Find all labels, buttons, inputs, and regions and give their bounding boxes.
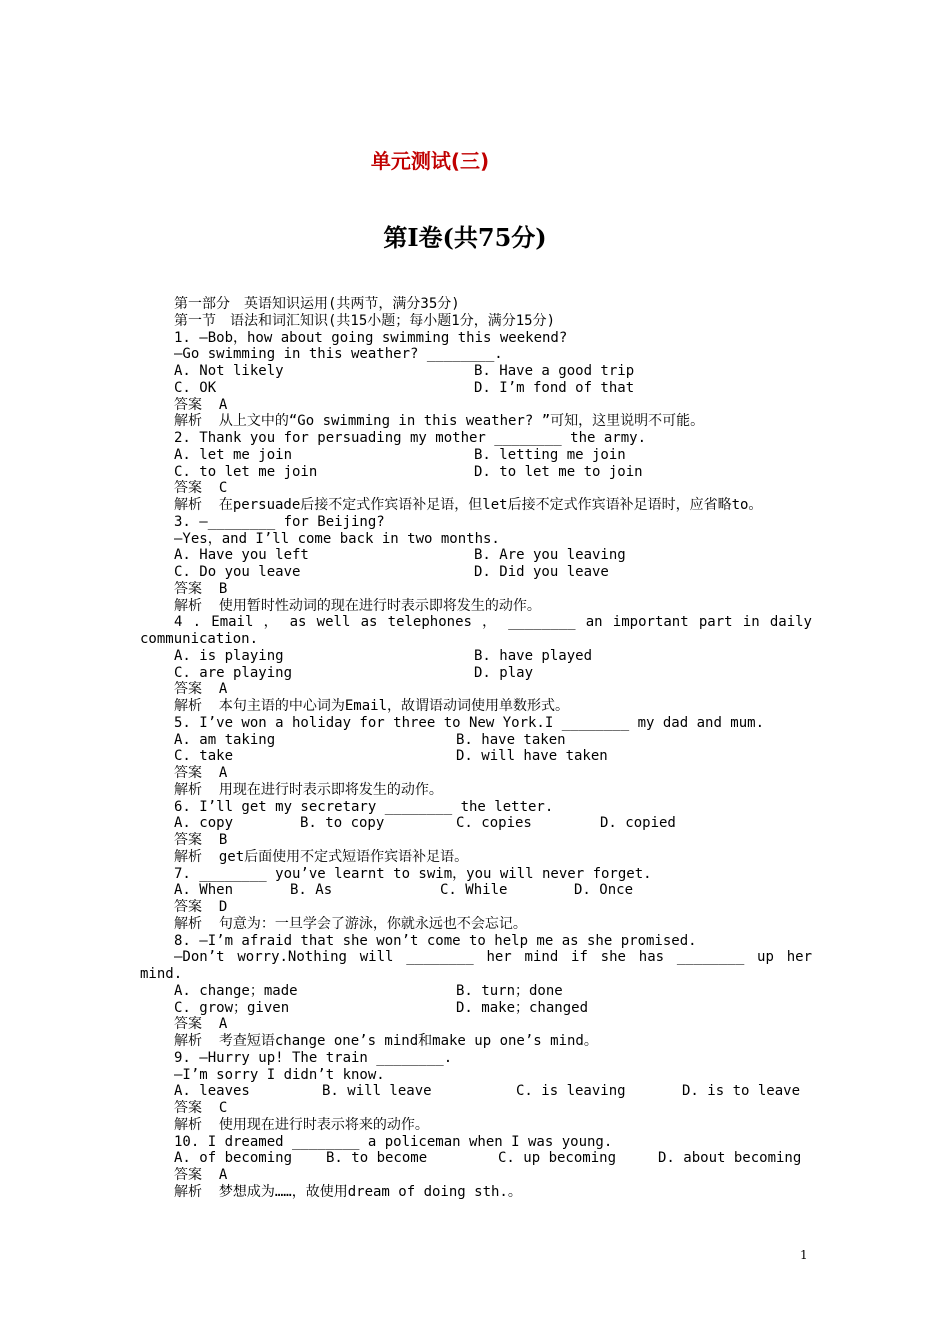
option-row bbox=[140, 1000, 812, 1017]
answer-option[interactable]: B. As bbox=[290, 882, 333, 899]
explanation-line bbox=[140, 849, 812, 866]
answer-option[interactable]: B. will leave bbox=[322, 1083, 432, 1100]
option-row bbox=[140, 380, 812, 397]
question-text: 4 . Email ， as well as telephones ， ________ an important part in daily communication. bbox=[140, 614, 812, 647]
answer-option[interactable]: D. Once bbox=[574, 882, 634, 899]
explanation-label: 解析 bbox=[174, 1033, 202, 1049]
answer-value: A bbox=[218, 681, 228, 698]
answer-option[interactable]: C. are playing bbox=[174, 664, 293, 681]
answer-option[interactable]: B. have taken bbox=[456, 731, 566, 748]
option-row bbox=[140, 1083, 812, 1100]
answer-label: 答案 bbox=[174, 1100, 202, 1116]
explanation-label: 解析 bbox=[174, 848, 202, 865]
explanation-line bbox=[140, 782, 812, 799]
option-row bbox=[140, 648, 812, 665]
answer-line bbox=[140, 681, 812, 698]
option-row bbox=[140, 748, 812, 765]
answer-label: 答案 bbox=[174, 1016, 202, 1033]
explanation-line bbox=[140, 497, 812, 514]
question-text: 1. —Bob，how about going swimming this weekend? bbox=[174, 329, 568, 346]
section-heading: 第一部分 英语知识运用(共两节，满分35分) bbox=[174, 296, 460, 312]
option-row bbox=[140, 363, 812, 380]
question-text: 7. ________ you’ve learnt to swim，you will never forget. bbox=[174, 865, 652, 882]
explanation-line bbox=[140, 1117, 812, 1134]
answer-option[interactable]: C. copies bbox=[456, 815, 532, 832]
answer-label: 答案 bbox=[174, 832, 202, 848]
answer-label: 答案 bbox=[174, 580, 202, 597]
answer-line bbox=[140, 899, 812, 916]
explanation-text: 梦想成为……，故使用dream of doing sth.。 bbox=[218, 1183, 522, 1200]
explanation-text: 使用暂时性动词的现在进行时表示即将发生的动作。 bbox=[218, 597, 541, 614]
option-row bbox=[140, 983, 812, 1000]
question-text: —I’m sorry I didn’t know. bbox=[174, 1066, 385, 1083]
page-number: 1 bbox=[800, 1248, 808, 1262]
answer-option[interactable]: A. Have you left bbox=[174, 547, 309, 564]
answer-option[interactable]: A. of becoming bbox=[174, 1150, 293, 1167]
answer-option[interactable]: A. am taking bbox=[174, 731, 276, 748]
answer-option[interactable]: C. Do you leave bbox=[174, 564, 301, 580]
answer-value: A bbox=[218, 765, 228, 781]
explanation-line bbox=[140, 916, 812, 933]
option-row bbox=[140, 1150, 812, 1167]
answer-option[interactable]: A. change；made bbox=[174, 982, 298, 999]
question-text: 10. I dreamed ________ a policeman when I was young. bbox=[174, 1133, 613, 1150]
explanation-label: 解析 bbox=[174, 781, 202, 798]
question-list bbox=[140, 330, 812, 1201]
answer-option[interactable]: D. I’m fond of that bbox=[474, 379, 635, 396]
explanation-line bbox=[140, 413, 812, 430]
answer-value: C bbox=[218, 480, 228, 497]
option-row bbox=[140, 882, 812, 899]
answer-option[interactable]: A. Not likely bbox=[174, 363, 284, 379]
option-row bbox=[140, 464, 812, 481]
explanation-text: 考查短语change one’s mind和make up one’s mind。 bbox=[218, 1033, 598, 1049]
explanation-label: 解析 bbox=[174, 698, 202, 714]
answer-option[interactable]: D. play bbox=[474, 664, 534, 681]
explanation-text: 使用现在进行时表示将来的动作。 bbox=[218, 1116, 429, 1133]
answer-option[interactable]: C. take bbox=[174, 748, 234, 765]
answer-option[interactable]: B. turn；done bbox=[456, 982, 563, 999]
answer-option[interactable]: C. up becoming bbox=[498, 1150, 617, 1167]
explanation-text: 本句主语的中心词为Email，故谓语动词使用单数形式。 bbox=[218, 698, 570, 714]
explanation-label: 解析 bbox=[174, 597, 202, 614]
explanation-label: 解析 bbox=[174, 1116, 202, 1133]
question-text: 3. —________ for Beijing? bbox=[174, 513, 385, 530]
document-title: 单元测试(三) bbox=[370, 149, 490, 173]
answer-line bbox=[140, 397, 812, 414]
answer-option[interactable]: B. Are you leaving bbox=[474, 547, 626, 564]
explanation-label: 解析 bbox=[174, 497, 202, 513]
answer-option[interactable]: C. grow；given bbox=[174, 999, 290, 1016]
question-text: 5. I’ve won a holiday for three to New York.I ________ my dad and mum. bbox=[174, 714, 765, 731]
answer-value: C bbox=[218, 1100, 228, 1116]
explanation-line bbox=[140, 1033, 812, 1050]
answer-option[interactable]: B. to become bbox=[326, 1150, 428, 1167]
option-row bbox=[140, 732, 812, 749]
answer-value: A bbox=[218, 1016, 228, 1033]
explanation-line bbox=[140, 1184, 812, 1201]
answer-value: A bbox=[218, 1167, 228, 1183]
answer-line bbox=[140, 581, 812, 598]
answer-option[interactable]: D. Did you leave bbox=[474, 564, 609, 580]
answer-option[interactable]: B. Have a good trip bbox=[474, 363, 635, 379]
answer-option[interactable]: A. When bbox=[174, 882, 234, 899]
answer-option[interactable]: D. copied bbox=[600, 815, 676, 832]
answer-option[interactable]: D. will have taken bbox=[456, 748, 608, 765]
explanation-text: 用现在进行时表示即将发生的动作。 bbox=[218, 781, 443, 798]
answer-line bbox=[140, 832, 812, 849]
explanation-label: 解析 bbox=[174, 413, 202, 430]
answer-option[interactable]: A. let me join bbox=[174, 446, 293, 463]
explanation-text: 从上文中的“Go swimming in this weather? ”可知，这里说明不可能。 bbox=[218, 413, 705, 430]
answer-label: 答案 bbox=[174, 1167, 202, 1183]
option-row bbox=[140, 547, 812, 564]
explanation-label: 解析 bbox=[174, 915, 202, 932]
option-row bbox=[140, 564, 812, 581]
answer-option[interactable]: B. to copy bbox=[300, 815, 385, 832]
answer-option[interactable]: B. have played bbox=[474, 647, 593, 664]
question-text: 9. —Hurry up! The train ________. bbox=[174, 1049, 453, 1066]
answer-value: B bbox=[218, 580, 228, 597]
answer-option[interactable]: D. to let me to join bbox=[474, 463, 643, 480]
answer-label: 答案 bbox=[174, 480, 202, 497]
question-text: 8. —I’m afraid that she won’t come to help me as she promised. bbox=[174, 932, 697, 949]
answer-line bbox=[140, 1100, 812, 1117]
option-row bbox=[140, 665, 812, 682]
answer-line bbox=[140, 765, 812, 782]
answer-label: 答案 bbox=[174, 765, 202, 781]
answer-option[interactable]: C. While bbox=[440, 882, 508, 899]
explanation-line bbox=[140, 698, 812, 715]
answer-value: D bbox=[218, 899, 228, 915]
option-row bbox=[140, 815, 812, 832]
question-text: —Yes，and I’ll come back in two months. bbox=[174, 530, 500, 547]
explanation-text: 句意为：一旦学会了游泳，你就永远也不会忘记。 bbox=[218, 915, 527, 932]
option-row bbox=[140, 447, 812, 464]
explanation-text: 在persuade后接不定式作宾语补足语，但let后接不定式作宾语补足语时，应省略to。 bbox=[218, 497, 763, 513]
answer-option[interactable]: A. is playing bbox=[174, 647, 284, 664]
answer-option[interactable]: D. make；changed bbox=[456, 999, 589, 1016]
answer-option[interactable]: D. about becoming bbox=[658, 1150, 802, 1167]
question-text: 2. Thank you for persuading my mother ________ the army. bbox=[174, 430, 647, 446]
answer-line bbox=[140, 1016, 812, 1033]
question-text: 6. I’ll get my secretary ________ the letter. bbox=[174, 798, 554, 815]
answer-option[interactable]: D. is to leave bbox=[682, 1083, 801, 1100]
subsection-heading: 第一节 语法和词汇知识(共15小题；每小题1分，满分15分) bbox=[174, 312, 555, 329]
answer-label: 答案 bbox=[174, 681, 202, 698]
explanation-label: 解析 bbox=[174, 1183, 202, 1200]
question-text: —Don’t worry.Nothing will ________ her mind if she has ________ up her mind. bbox=[140, 949, 812, 982]
part-title: 第Ⅰ卷(共75分) bbox=[383, 223, 547, 252]
question-content bbox=[140, 296, 812, 1201]
answer-label: 答案 bbox=[174, 899, 202, 915]
answer-option[interactable]: B. letting me join bbox=[474, 446, 626, 463]
explanation-text: get后面使用不定式短语作宾语补足语。 bbox=[218, 848, 469, 865]
answer-line bbox=[140, 1167, 812, 1184]
answer-line bbox=[140, 480, 812, 497]
answer-value: B bbox=[218, 832, 228, 848]
answer-value: A bbox=[218, 396, 228, 413]
answer-label: 答案 bbox=[174, 396, 202, 413]
answer-option[interactable]: A. leaves bbox=[174, 1083, 250, 1100]
answer-option[interactable]: C. to let me join bbox=[174, 463, 318, 480]
answer-option[interactable]: A. copy bbox=[174, 815, 234, 832]
question-text: —Go swimming in this weather? ________. bbox=[174, 346, 503, 363]
answer-option[interactable]: C. is leaving bbox=[516, 1083, 626, 1100]
answer-option[interactable]: C. OK bbox=[174, 379, 217, 396]
explanation-line bbox=[140, 598, 812, 615]
